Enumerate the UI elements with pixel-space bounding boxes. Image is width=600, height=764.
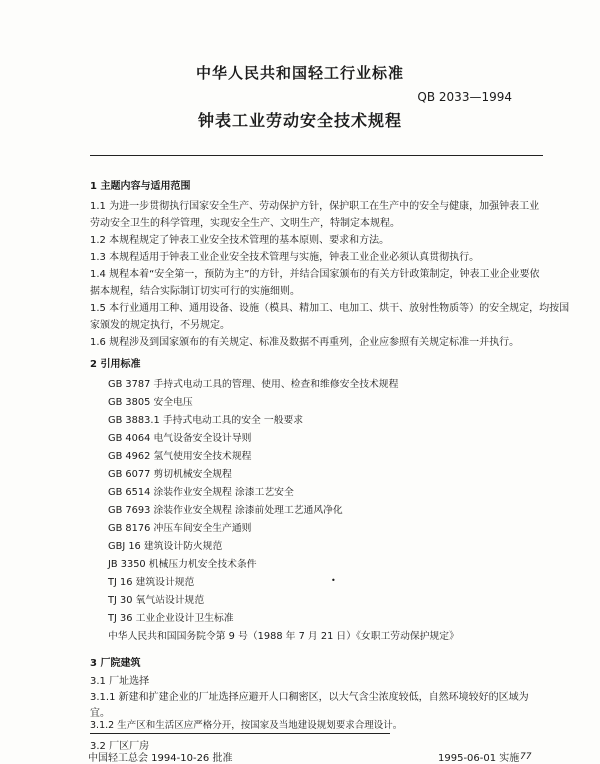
para-1-1-line1: 1.1 为进一步贯彻执行国家安全生产、劳动保护方针，保护职工在生产中的安全与健康，加强钟表工业: [90, 201, 540, 212]
stray-mark: •: [331, 576, 336, 585]
issuer-heading: 中华人民共和国轻工行业标准: [195, 64, 404, 82]
reference-item: GB 7693 涂装作业安全规程 涂漆前处理工艺通风净化: [108, 505, 343, 516]
implementation-date: 1995-06-01 实施: [438, 753, 520, 764]
para-1-5-line1: 1.5 本行业通用工种、通用设备、设施（模具、精加工、电加工、烘干、放射性物质等）的安全规定，均按国: [90, 303, 570, 314]
para-1-4-line2: 据本规程，结合实际制订切实可行的实施细则。: [90, 286, 300, 297]
page-number: 77: [520, 752, 532, 762]
para-3-1-1-line2: 宜。: [90, 708, 110, 719]
para-1-2: 1.2 本规程规定了钟表工业安全技术管理的基本原则、要求和方法。: [90, 235, 390, 246]
reference-item: TJ 16 建筑设计规范: [108, 577, 195, 588]
reference-item: GB 6514 涂装作业安全规程 涂漆工艺安全: [108, 487, 294, 498]
reference-item: GBJ 16 建筑设计防火规范: [108, 541, 223, 552]
para-3-1-1-line1: 3.1.1 新建和扩建企业的厂址选择应避开人口稠密区，以大气含尘浓度较低，自然环境较好的区域为: [90, 692, 529, 703]
para-1-1-line2: 劳动安全卫生的科学管理，实现安全生产、文明生产，特制定本规程。: [90, 218, 400, 229]
para-3-1-2: 3.1.2 生产区和生活区应严格分开，按国家及当地建设规划要求合理设计。: [90, 720, 403, 731]
para-1-3: 1.3 本规程适用于钟表工业企业安全技术管理与实施，钟表工业企业必须认真贯彻执行。: [90, 252, 480, 263]
reference-item: GB 4064 电气设备安全设计导则: [108, 433, 252, 444]
para-1-4-line1: 1.4 规程本着“安全第一，预防为主”的方针，并结合国家颁布的有关方针政策制定，钟表工业企业要依: [90, 269, 540, 280]
reference-item: GB 4962 氢气使用安全技术规程: [108, 451, 252, 462]
para-3-2: 3.2 厂区厂房: [90, 741, 150, 752]
reference-item: GB 3787 手持式电动工具的管理、使用、检查和维修安全技术规程: [108, 379, 399, 390]
reference-item: TJ 36 工业企业设计卫生标准: [108, 613, 234, 624]
reference-item: 中华人民共和国国务院令第 9 号（1988 年 7 月 21 日）《女职工劳动保护规定》: [108, 631, 459, 642]
para-1-6: 1.6 规程涉及到国家颁布的有关规定、标准及数据不再重列，企业应参照有关规定标准一并执行。: [90, 337, 520, 348]
standard-number: QB 2033—1994: [417, 90, 512, 104]
section-2-heading: 2 引用标准: [90, 359, 141, 370]
section-3-heading: 3 厂院建筑: [90, 658, 141, 669]
section-1-heading: 1 主题内容与适用范围: [90, 181, 191, 192]
reference-item: GB 3805 安全电压: [108, 397, 193, 408]
reference-item: GB 6077 剪切机械安全规程: [108, 469, 232, 480]
document-title: 钟表工业劳动安全技术规程: [197, 111, 402, 130]
footer-divider: [90, 733, 390, 734]
approval-note: 中国轻工总会 1994-10-26 批准: [88, 753, 233, 764]
reference-item: GB 3883.1 手持式电动工具的安全 一般要求: [108, 415, 304, 426]
header-divider: [90, 155, 543, 156]
para-1-5-line2: 家颁发的规定执行，不另规定。: [90, 320, 230, 331]
reference-item: JB 3350 机械压力机安全技术条件: [108, 559, 257, 570]
reference-item: GB 8176 冲压车间安全生产通则: [108, 523, 252, 534]
para-3-1: 3.1 厂址选择: [90, 676, 150, 687]
reference-item: TJ 30 氧气站设计规范: [108, 595, 205, 606]
